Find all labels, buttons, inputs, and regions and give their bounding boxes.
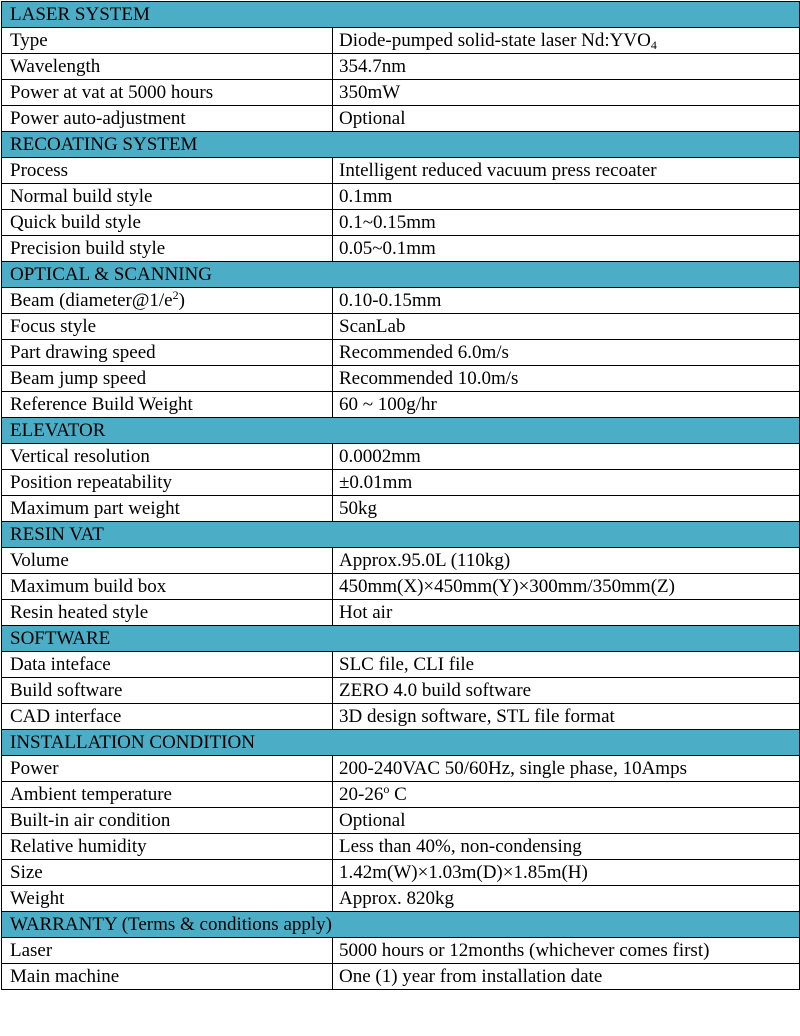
spec-row bbox=[2, 548, 800, 574]
spec-row bbox=[2, 652, 800, 678]
section-title: WARRANTY (Terms & conditions apply) bbox=[2, 912, 800, 938]
spec-label: Beam jump speed bbox=[2, 366, 333, 392]
spec-value: ScanLab bbox=[333, 314, 800, 340]
spec-table bbox=[1, 1, 800, 990]
spec-row bbox=[2, 288, 800, 314]
spec-label: Built-in air condition bbox=[2, 808, 333, 834]
spec-row bbox=[2, 574, 800, 600]
spec-label: Focus style bbox=[2, 314, 333, 340]
spec-value: Diode-pumped solid-state laser $Nd:YVO_4$ bbox=[333, 28, 800, 54]
spec-label: Resin heated style bbox=[2, 600, 333, 626]
spec-row bbox=[2, 704, 800, 730]
spec-row bbox=[2, 782, 800, 808]
spec-row bbox=[2, 886, 800, 912]
spec-value: Approx.95.0L (110kg) bbox=[333, 548, 800, 574]
spec-label: Size bbox=[2, 860, 333, 886]
spec-row bbox=[2, 470, 800, 496]
spec-label: Maximum build box bbox=[2, 574, 333, 600]
spec-label: Vertical resolution bbox=[2, 444, 333, 470]
spec-label: Volume bbox=[2, 548, 333, 574]
section-header-recoating-system bbox=[2, 132, 800, 158]
section-title: RECOATING SYSTEM bbox=[2, 132, 800, 158]
spec-value: ±0.01mm bbox=[333, 470, 800, 496]
spec-label: Type bbox=[2, 28, 333, 54]
spec-row bbox=[2, 678, 800, 704]
spec-row bbox=[2, 158, 800, 184]
spec-value: Less than 40%, non-condensing bbox=[333, 834, 800, 860]
spec-row bbox=[2, 834, 800, 860]
section-title: SOFTWARE bbox=[2, 626, 800, 652]
spec-row bbox=[2, 938, 800, 964]
spec-value: 0.05~0.1mm bbox=[333, 236, 800, 262]
spec-value: 0.1~0.15mm bbox=[333, 210, 800, 236]
spec-label: Power bbox=[2, 756, 333, 782]
spec-row bbox=[2, 236, 800, 262]
spec-label: Ambient temperature bbox=[2, 782, 333, 808]
spec-value: 0.10-0.15mm bbox=[333, 288, 800, 314]
spec-value: 1.42m(W)×1.03m(D)×1.85m(H) bbox=[333, 860, 800, 886]
spec-value: Recommended 10.0m/s bbox=[333, 366, 800, 392]
spec-value: Recommended 6.0m/s bbox=[333, 340, 800, 366]
spec-label: Beam $(diameter@1/e^2)$ bbox=[2, 288, 333, 314]
spec-value: Optional bbox=[333, 106, 800, 132]
spec-row bbox=[2, 184, 800, 210]
section-title: ELEVATOR bbox=[2, 418, 800, 444]
spec-value: 20-26$^o$ C bbox=[333, 782, 800, 808]
spec-row bbox=[2, 28, 800, 54]
spec-row bbox=[2, 54, 800, 80]
spec-label: Precision build style bbox=[2, 236, 333, 262]
spec-value: 354.7nm bbox=[333, 54, 800, 80]
spec-label: Part drawing speed bbox=[2, 340, 333, 366]
spec-row bbox=[2, 964, 800, 990]
spec-row bbox=[2, 444, 800, 470]
spec-row bbox=[2, 392, 800, 418]
spec-row bbox=[2, 340, 800, 366]
spec-value: ZERO 4.0 build software bbox=[333, 678, 800, 704]
section-header-warranty bbox=[2, 912, 800, 938]
spec-label: Wavelength bbox=[2, 54, 333, 80]
section-header-software bbox=[2, 626, 800, 652]
spec-label: Reference Build Weight bbox=[2, 392, 333, 418]
spec-label: Build software bbox=[2, 678, 333, 704]
spec-label: Position repeatability bbox=[2, 470, 333, 496]
spec-label: Main machine bbox=[2, 964, 333, 990]
spec-label: Data inteface bbox=[2, 652, 333, 678]
spec-value: 50kg bbox=[333, 496, 800, 522]
section-title: RESIN VAT bbox=[2, 522, 800, 548]
spec-value: 200-240VAC 50/60Hz, single phase, 10Amps bbox=[333, 756, 800, 782]
spec-label: Laser bbox=[2, 938, 333, 964]
spec-row bbox=[2, 496, 800, 522]
spec-label: Process bbox=[2, 158, 333, 184]
spec-value: Hot air bbox=[333, 600, 800, 626]
spec-row bbox=[2, 106, 800, 132]
spec-value: 5000 hours or 12months (whichever comes first) bbox=[333, 938, 800, 964]
spec-value: Approx. 820kg bbox=[333, 886, 800, 912]
superscript: o bbox=[383, 782, 390, 796]
section-title: LASER SYSTEM bbox=[2, 2, 800, 28]
spec-value: Optional bbox=[333, 808, 800, 834]
spec-label: Weight bbox=[2, 886, 333, 912]
spec-label: CAD interface bbox=[2, 704, 333, 730]
spec-row bbox=[2, 808, 800, 834]
spec-row bbox=[2, 756, 800, 782]
spec-label: Normal build style bbox=[2, 184, 333, 210]
spec-value: SLC file, CLI file bbox=[333, 652, 800, 678]
spec-value: 350mW bbox=[333, 80, 800, 106]
spec-row bbox=[2, 366, 800, 392]
section-header-optical-scanning bbox=[2, 262, 800, 288]
section-title: INSTALLATION CONDITION bbox=[2, 730, 800, 756]
spec-row bbox=[2, 600, 800, 626]
subscript: 4 bbox=[650, 38, 657, 52]
spec-row bbox=[2, 80, 800, 106]
spec-value: 0.1mm bbox=[333, 184, 800, 210]
section-header-resin-vat bbox=[2, 522, 800, 548]
spec-row bbox=[2, 210, 800, 236]
spec-label: Power auto-adjustment bbox=[2, 106, 333, 132]
spec-row bbox=[2, 314, 800, 340]
spec-label: Maximum part weight bbox=[2, 496, 333, 522]
spec-value: 0.0002mm bbox=[333, 444, 800, 470]
spec-label: Relative humidity bbox=[2, 834, 333, 860]
spec-value: Intelligent reduced vacuum press recoater bbox=[333, 158, 800, 184]
spec-value: 3D design software, STL file format bbox=[333, 704, 800, 730]
section-title: OPTICAL & SCANNING bbox=[2, 262, 800, 288]
spec-value: One (1) year from installation date bbox=[333, 964, 800, 990]
spec-value: 60 ~ 100g/hr bbox=[333, 392, 800, 418]
spec-label: Quick build style bbox=[2, 210, 333, 236]
section-header-elevator bbox=[2, 418, 800, 444]
spec-row bbox=[2, 860, 800, 886]
section-header-laser-system bbox=[2, 2, 800, 28]
superscript: 2 bbox=[172, 288, 179, 302]
spec-value: 450mm(X)×450mm(Y)×300mm/350mm(Z) bbox=[333, 574, 800, 600]
spec-label: Power at vat at 5000 hours bbox=[2, 80, 333, 106]
section-header-installation-condition bbox=[2, 730, 800, 756]
